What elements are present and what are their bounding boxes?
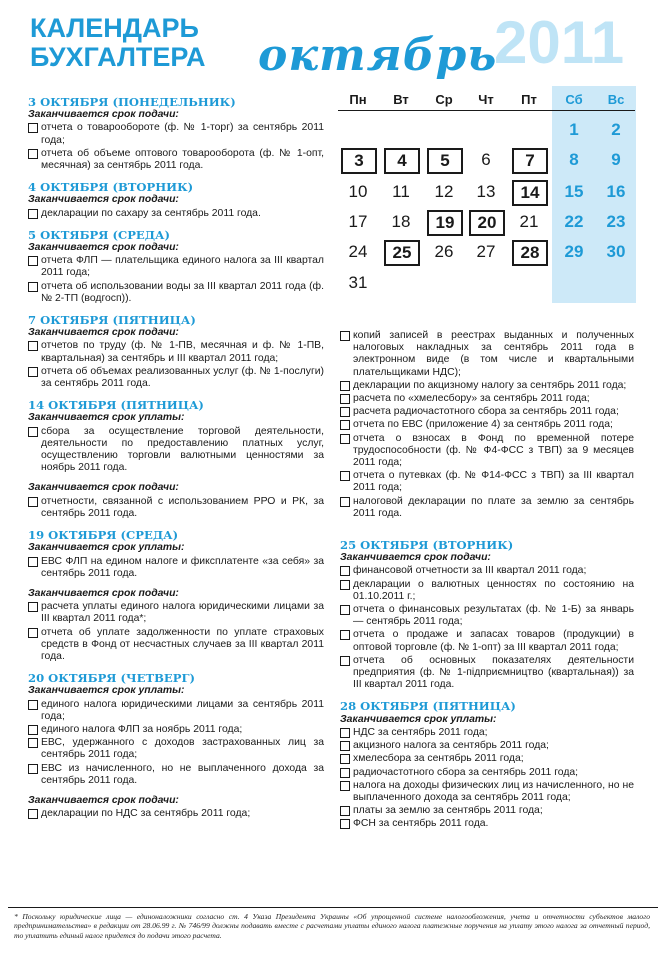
calendar-day: 12 [434,182,454,201]
section-subtitle: Заканчивается срок подачи: [28,109,179,121]
checklist-item [28,208,324,220]
calendar-day: 26 [434,242,454,261]
checklist-item [28,763,324,787]
calendar-day-deadline: 4 [384,148,420,174]
deadline-section [28,529,324,663]
checklist-item-text: расчета уплаты единого налога юридическими лицами за III квартал 2011 года*; [41,601,324,625]
calendar-day: 10 [348,182,368,201]
checklist-item [340,565,634,577]
checklist-item-text: платы за землю за сентябрь 2011 года; [353,805,543,817]
section-subtitle: Заканчивается срок уплаты: [28,412,185,424]
page-title [30,14,206,72]
checklist-item-text: сбора за осуществление торговой деятельности, деятельности по предоставлению платных услуг, осуществлению торговли валютными ценностями за ноябрь 2011 года. [41,425,324,474]
section-subtitle: Заканчивается срок подачи: [28,482,179,494]
footnote-rule [8,907,658,908]
checklist-item [340,740,634,752]
checklist-item-text: хмелесбора за сентябрь 2011 года; [353,753,524,765]
checklist-item [340,604,634,628]
section-date-title: 3 ОКТЯБРЯ (ПОНЕДЕЛЬНИК) [28,95,236,109]
month-calendar [338,86,635,306]
checkbox-icon[interactable] [28,738,38,748]
checkbox-icon[interactable] [28,256,38,266]
section-subtitle: Заканчивается срок уплаты: [28,542,185,554]
checkbox-icon[interactable] [340,656,350,666]
checklist-item [28,627,324,664]
checklist-item-text: расчета по «хмелесбору» за сентябрь 2011 года; [353,393,590,405]
title-line-1: КАЛЕНДАРЬ [30,13,199,43]
checklist-item [340,767,634,779]
section-date-title: 25 ОКТЯБРЯ (ВТОРНИК) [340,538,514,553]
checklist-item-text: отчета ФЛП — плательщика единого налога за III квартал 2011 года; [41,255,324,279]
checkbox-icon[interactable] [340,768,350,778]
checklist-item-text: отчетности, связанной с использованием РРО и РК, за сентябрь 2011 года. [41,495,324,519]
checklist-item-text: декларации о валютных ценностях по состоянию на 01.10.2011 г.; [353,578,634,602]
checklist-item-text: единого налога ФЛП за ноябрь 2011 года; [41,723,243,735]
footnote: * Поскольку юридические лица — единоналожники согласно ст. 4 Указа Президента Украины «Об упрощенной системе налогообложения, учета и отчетности субъектов малого предпринимательства» в редакции от 28.06.99 г. № 746/99 должны подавать вместе с расчетами уплаты единого налога платежные поручения на уплату этого налога за отчетный период, то уплатить единый налог придется до подачи этого расчета. [14,912,650,940]
section-date-title: 28 ОКТЯБРЯ (ПЯТНИЦА) [340,699,516,714]
month-name: октябрь [258,30,498,81]
checklist-item-text: копий записей в реестрах выданных и полученных налоговых накладных за сентябрь 2011 года в электронном виде (в том числе и квартальными плательщиками НДС); [353,330,634,378]
section-subtitle: Заканчивается срок подачи: [28,794,179,806]
checkbox-icon[interactable] [340,471,350,481]
checklist-item [28,366,324,390]
calendar-day-deadline: 14 [512,180,548,206]
checklist-item [340,818,634,830]
section-date-title: 20 ОКТЯБРЯ (ЧЕТВЕРГ) [28,671,195,686]
weekday-header: Ср [435,92,453,107]
continuation-list [340,330,634,539]
checklist-item-text: акцизного налога за сентябрь 2011 года; [353,740,549,752]
checkbox-icon[interactable] [28,764,38,774]
checklist-item [28,724,324,736]
checkbox-icon[interactable] [340,806,350,816]
checkbox-icon[interactable] [28,123,38,133]
year-number: 2011 [494,9,625,76]
checkbox-icon[interactable] [28,557,38,567]
checklist-item [340,380,634,392]
checkbox-icon[interactable] [340,566,350,576]
checklist-item-text: финансовой отчетности за III квартал 2011 года; [353,565,587,577]
calendar-day: 15 [564,182,584,201]
checklist-item-text: отчета о продаже и запасах товаров (продукции) в оптовой торговле (ф. № 1-опт) за III квартал 2011 года; [353,629,634,653]
checklist-item-text: отчета о взносах в Фонд по временной потере трудоспособности (ф. № Ф4-ФСС з ТВП) за 9 месяцев 2011 года; [353,432,634,469]
weekday-header: Пт [521,92,537,107]
calendar-day: 2 [611,120,621,139]
checklist-item-text: единого налога юридическими лицами за сентябрь 2011 года; [41,698,324,722]
section-subtitle: Заканчивается срок уплаты: [28,685,185,697]
calendar-day-deadline: 25 [384,240,420,266]
deadline-section [28,229,324,305]
section-date-title: 19 ОКТЯБРЯ (СРЕДА) [28,528,179,543]
checklist-item [28,281,324,305]
weekday-header: Пн [349,92,367,107]
calendar-day: 23 [606,212,626,231]
calendar-day: 27 [476,242,496,261]
checklist-item-text: отчета об уплате задолженности по уплате страховых средств в Фонд от несчастных случаев за III квартал 2011 года. [41,626,324,662]
calendar-day-deadline: 20 [469,210,505,236]
calendar-day: 13 [476,182,496,201]
section-subtitle: Заканчивается срок подачи: [28,327,179,339]
checkbox-icon[interactable] [340,580,350,590]
left-column [28,96,324,829]
checklist-item-text: налога на доходы физических лиц из начисленного, но не выплаченного дохода за сентябрь 2011 года; [353,779,634,803]
checklist-item [340,433,634,470]
deadline-section [28,672,324,820]
calendar-day: 9 [611,150,621,169]
checklist-item [28,601,324,625]
weekday-header: Вт [393,92,409,107]
section-date-title: 7 ОКТЯБРЯ (ПЯТНИЦА) [28,313,196,328]
checklist-item-text: отчета по ЕВС (приложение 4) за сентябрь 2011 года; [353,419,613,431]
checklist-item-text: отчета об объеме оптового товарооборота (ф. № 1-опт, месячная) за сентябрь 2011 года. [41,147,324,172]
checkbox-icon[interactable] [340,605,350,615]
checklist-item [28,556,324,580]
calendar-day-deadline: 28 [512,240,548,266]
checklist-item-text: отчета об объемах реализованных услуг (ф. № 1-послуги) за сентябрь 2011 года. [41,365,324,390]
deadline-section [28,181,324,220]
checkbox-icon[interactable] [340,381,350,391]
checklist-item-text: ЕВС ФЛП на едином налоге и фиксплатенте «за себя» за сентябрь 2011 года. [41,555,324,579]
deadline-section [340,700,634,830]
checkbox-icon[interactable] [340,728,350,738]
checklist-item-text: отчета о финансовых результатах (ф. № 1-Б) за январь — сентябрь 2011 года; [353,604,634,628]
calendar-header-rule [338,110,635,111]
weekday-header: Сб [565,92,583,107]
checkbox-icon[interactable] [28,209,38,219]
calendar-day-deadline: 7 [512,148,548,174]
checklist-item [340,805,634,817]
checklist-item [340,496,634,520]
checkbox-icon[interactable] [340,819,350,829]
checkbox-icon[interactable] [28,700,38,710]
calendar-day: 24 [348,242,368,261]
calendar-day: 18 [391,212,411,231]
checkbox-icon[interactable] [340,420,350,430]
checklist-item [28,340,324,364]
checklist-item [340,470,634,494]
weekday-header: Чт [478,92,494,107]
checklist-item [340,406,634,418]
checkbox-icon[interactable] [340,754,350,764]
checklist-item [340,419,634,431]
page-header [0,0,667,96]
calendar-day: 11 [392,182,410,201]
checkbox-icon[interactable] [340,407,350,417]
checklist-item-text: отчета об основных показателях деятельности предприятия (ф. № 1-підприємництво (квартальная)) за III квартал 2011 года. [353,654,634,691]
checklist-item [28,808,324,820]
checklist-item [28,148,324,172]
checklist-item [340,330,634,379]
checklist-item-text: НДС за сентябрь 2011 года; [353,726,488,738]
weekday-header: Вс [607,92,625,107]
checkbox-icon[interactable] [28,149,38,159]
checklist-item [340,727,634,739]
checkbox-icon[interactable] [28,341,38,351]
calendar-day: 1 [569,120,579,139]
calendar-day: 6 [481,150,491,169]
calendar-day-deadline: 19 [427,210,463,236]
calendar-day: 8 [569,150,579,169]
deadline-section [28,399,324,520]
calendar-day: 16 [606,182,626,201]
deadline-section [340,539,634,691]
checklist-item-text: отчета о путевках (ф. № Ф14-ФСС з ТВП) за III квартал 2011 года; [353,470,634,494]
checkbox-icon[interactable] [340,781,350,791]
checklist-item-text: декларации по НДС за сентябрь 2011 года; [41,808,251,820]
calendar-day-deadline: 5 [427,148,463,174]
checklist-item-text: отчета об использовании воды за III квартал 2011 года (ф. № 2-ТП (водгосп)). [41,280,324,304]
right-sections [340,539,634,830]
checkbox-icon[interactable] [28,725,38,735]
section-date-title: 14 ОКТЯБРЯ (ПЯТНИЦА) [28,398,204,413]
checkbox-icon[interactable] [340,331,350,341]
checklist-item-text: отчетов по труду (ф. № 1-ПВ, месячная и ф. № 1-ПВ, квартальная) за сентябрь и III квартал 2011 года; [41,340,324,364]
checklist-item-text: налоговой декларации по плате за землю за сентябрь 2011 года. [353,495,634,519]
checklist-item-text: декларации по сахару за сентябрь 2011 года. [41,207,261,219]
checklist-item-text: ФСН за сентябрь 2011 года. [353,818,489,830]
deadline-section [28,314,324,390]
checkbox-icon[interactable] [28,427,38,437]
checkbox-icon[interactable] [340,741,350,751]
section-subtitle: Заканчивается срок подачи: [340,552,491,564]
checkbox-icon[interactable] [28,497,38,507]
calendar-day-deadline: 3 [341,148,377,174]
checkbox-icon[interactable] [340,434,350,444]
checklist-item [340,753,634,765]
checkbox-icon[interactable] [28,628,38,638]
calendar-day: 29 [564,242,584,261]
checklist-item-text: ЕВС из начисленного, но не выплаченного дохода за сентябрь 2011 года. [41,762,324,786]
checklist-item [340,780,634,804]
calendar-day: 17 [348,212,368,231]
checklist-item [28,255,324,279]
deadline-section [28,96,324,172]
checklist-item [340,579,634,603]
checkbox-icon[interactable] [340,497,350,507]
checklist-item-text: ЕВС, удержанного с доходов застрахованных лиц за сентябрь 2011 года; [41,737,324,761]
checkbox-icon[interactable] [28,809,38,819]
checklist-item-text: расчета радиочастотного сбора за сентябрь 2011 года; [353,406,619,418]
title-line-2: БУХГАЛТЕРА [30,42,206,72]
calendar-day: 30 [606,242,626,261]
section-subtitle: Заканчивается срок подачи: [28,194,179,206]
checklist-item [28,122,324,146]
checklist-item-text: отчета о товарообороте (ф. № 1-торг) за сентябрь 2011 года; [41,122,324,146]
checklist-item [340,393,634,405]
checkbox-icon[interactable] [28,367,38,377]
checkbox-icon[interactable] [28,602,38,612]
calendar-day: 21 [519,212,539,231]
checklist-item-text: декларации по акцизному налогу за сентябрь 2011 года; [353,379,627,391]
section-subtitle: Заканчивается срок подачи: [28,242,179,254]
section-date-title: 5 ОКТЯБРЯ (СРЕДА) [28,227,170,242]
calendar-day: 31 [348,273,368,292]
checkbox-icon[interactable] [340,394,350,404]
section-subtitle: Заканчивается срок уплаты: [340,713,497,725]
checklist-item [340,629,634,653]
checklist-item-text: радиочастотного сбора за сентябрь 2011 года; [353,766,579,778]
right-column [340,330,634,840]
checkbox-icon[interactable] [28,282,38,292]
calendar-day: 22 [564,212,584,231]
section-subtitle: Заканчивается срок подачи: [28,587,179,599]
checklist-item [28,496,324,520]
section-date-title: 4 ОКТЯБРЯ (ВТОРНИК) [28,180,194,195]
checklist-item [28,426,324,475]
checklist-item [28,737,324,761]
checkbox-icon[interactable] [340,630,350,640]
checklist-item [28,699,324,723]
checklist-item [340,655,634,692]
